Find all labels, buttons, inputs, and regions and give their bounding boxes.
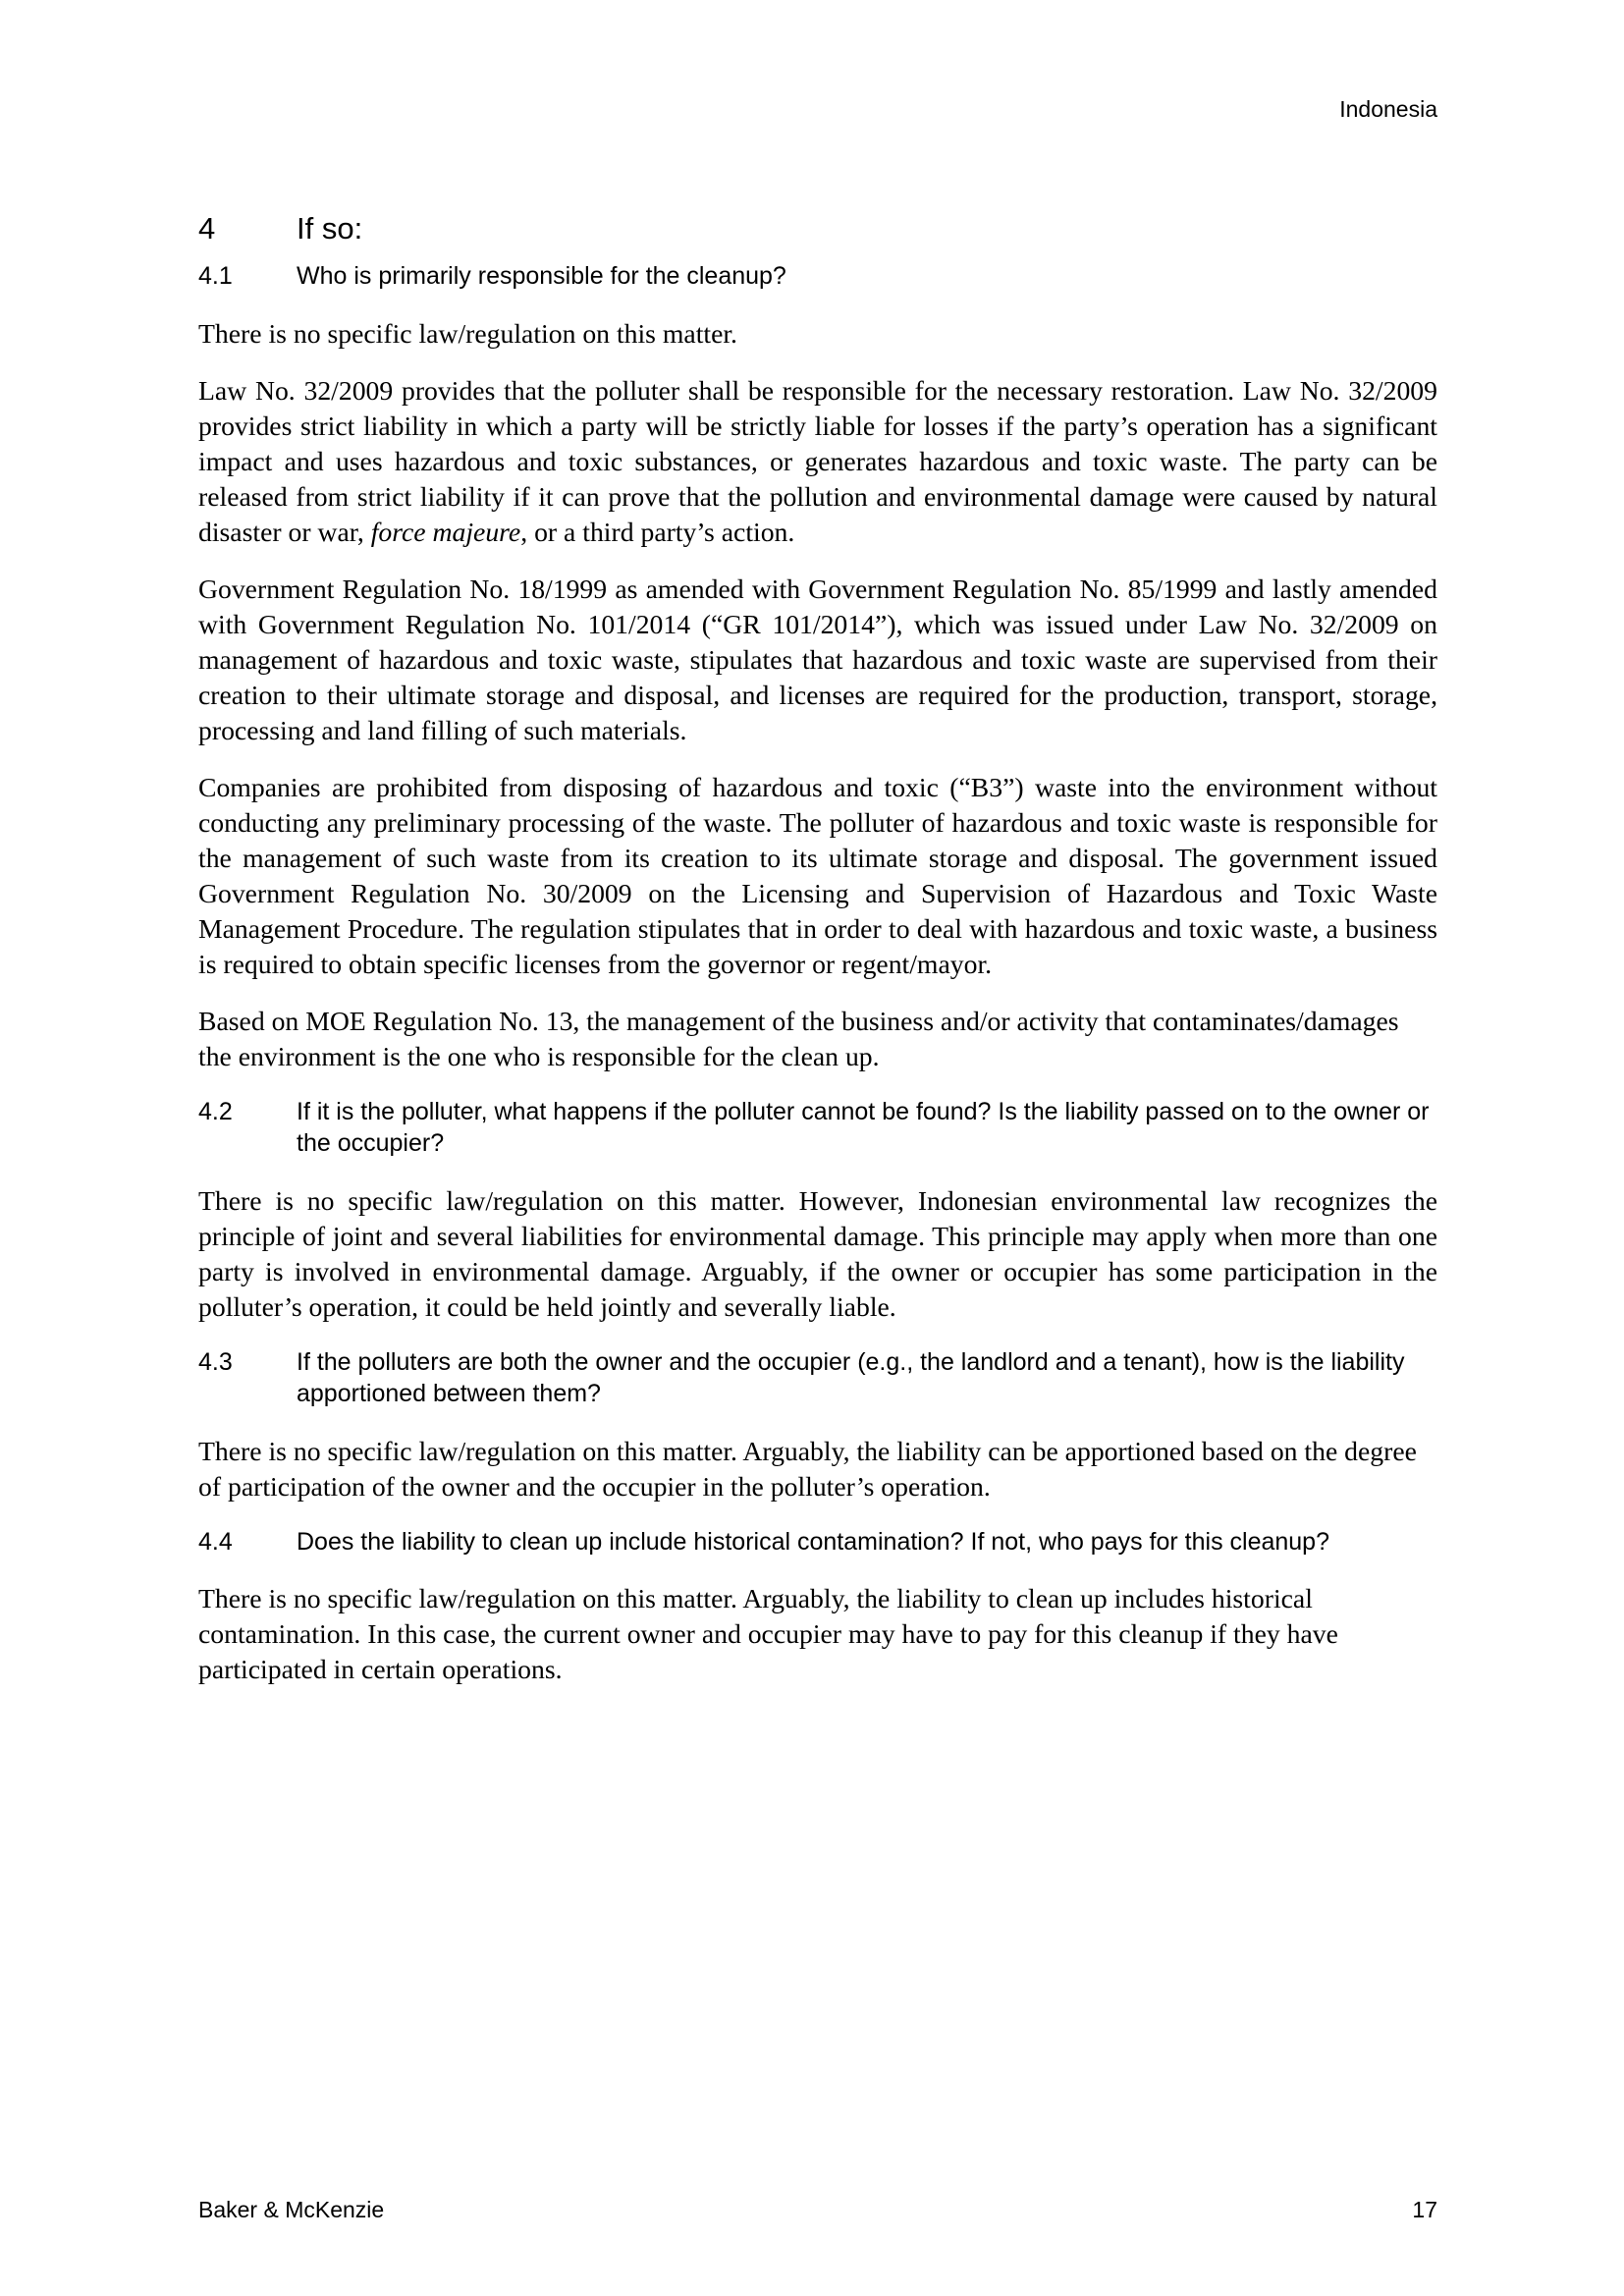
question-number: 4.4 — [198, 1527, 233, 1556]
page-content — [198, 211, 1437, 1709]
section-title: If so: — [297, 211, 363, 246]
question-text: Who is primarily responsible for the cleanup? — [297, 262, 786, 290]
question-number: 4.2 — [198, 1097, 233, 1125]
question-text: If it is the polluter, what happens if the polluter cannot be found? Is the liability passed on to the owner or the occupier? — [297, 1097, 1430, 1157]
answer-paragraph: There is no specific law/regulation on this matter. Arguably, the liability can be apportioned based on the degree of participation of the owner and the occupier in the polluter’s operation. — [198, 1435, 1417, 1502]
answer-paragraph: Companies are prohibited from disposing of hazardous and toxic (“B3”) waste into the environment without conducting any preliminary processing of the waste. The polluter of hazardous and toxic waste is responsible for the management of such waste from its creation to its ultimate storage and disposal. The government issued Government Regulation No. 30/2009 on the Licensing and Supervision of Hazardous and Toxic Waste Management Procedure. The regulation stipulates that in order to deal with hazardous and toxic waste, a business is required to obtain specific licenses from the governor or regent/mayor. — [198, 771, 1437, 979]
paragraph-text: , or a third party’s action. — [520, 516, 795, 547]
page-footer — [198, 2197, 1437, 2223]
question-4-4 — [198, 1526, 1437, 1558]
question-4-1 — [198, 260, 1437, 293]
running-header: Indonesia — [1339, 96, 1437, 122]
answer-paragraph: Government Regulation No. 18/1999 as amended with Government Regulation No. 85/1999 and lastly amended with Government Regulation No. 101/2014 (“GR 101/2014”), which was issued under Law No. 32/2009 on management of hazardous and toxic waste, stipulates that hazardous and toxic waste are supervised from their creation to their ultimate storage and disposal, and licenses are required for the production, transport, storage, processing and land filling of such materials. — [198, 573, 1437, 745]
question-text: Does the liability to clean up include historical contamination? If not, who pays for this cleanup? — [297, 1527, 1329, 1556]
italic-term: force majeure — [370, 516, 521, 547]
question-4-2 — [198, 1096, 1437, 1160]
question-number: 4.3 — [198, 1347, 233, 1376]
question-4-3 — [198, 1346, 1437, 1410]
answer-paragraph: There is no specific law/regulation on this matter. — [198, 317, 737, 349]
answer-paragraph: Based on MOE Regulation No. 13, the management of the business and/or activity that contaminates/damages the environment is the one who is responsible for the clean up. — [198, 1005, 1399, 1071]
paragraph-text: Law No. 32/2009 provides that the polluter shall be responsible for the necessary restoration. Law No. 32/2009 provides strict liability in which a party will be strictly liable for losses if the party’s operation has a significant impact and uses hazardous and toxic substances, or generates hazardous and toxic waste. The party can be released from strict liability if it can prove that the pollution and environmental damage were caused by natural disaster or war, — [198, 374, 1437, 547]
footer-firm-name: Baker & McKenzie — [198, 2197, 385, 2222]
section-number: 4 — [198, 211, 216, 246]
section-heading — [198, 211, 1437, 246]
question-number: 4.1 — [198, 262, 233, 290]
answer-paragraph: There is no specific law/regulation on this matter. Arguably, the liability to clean up includes historical contamination. In this case, the current owner and occupier may have to pay for this cleanup if they have participated in certain operations. — [198, 1583, 1338, 1684]
page-number: 17 — [1412, 2197, 1437, 2222]
answer-paragraph — [198, 373, 1437, 550]
answer-paragraph: There is no specific law/regulation on this matter. However, Indonesian environmental law recognizes the principle of joint and several liabilities for environmental damage. This principle may apply when more than one party is involved in environmental damage. Arguably, if the owner or occupier has some participation in the polluter’s operation, it could be held jointly and severally liable. — [198, 1184, 1437, 1322]
question-text: If the polluters are both the owner and the occupier (e.g., the landlord and a tenant), how is the liability apportioned between them? — [297, 1347, 1405, 1407]
